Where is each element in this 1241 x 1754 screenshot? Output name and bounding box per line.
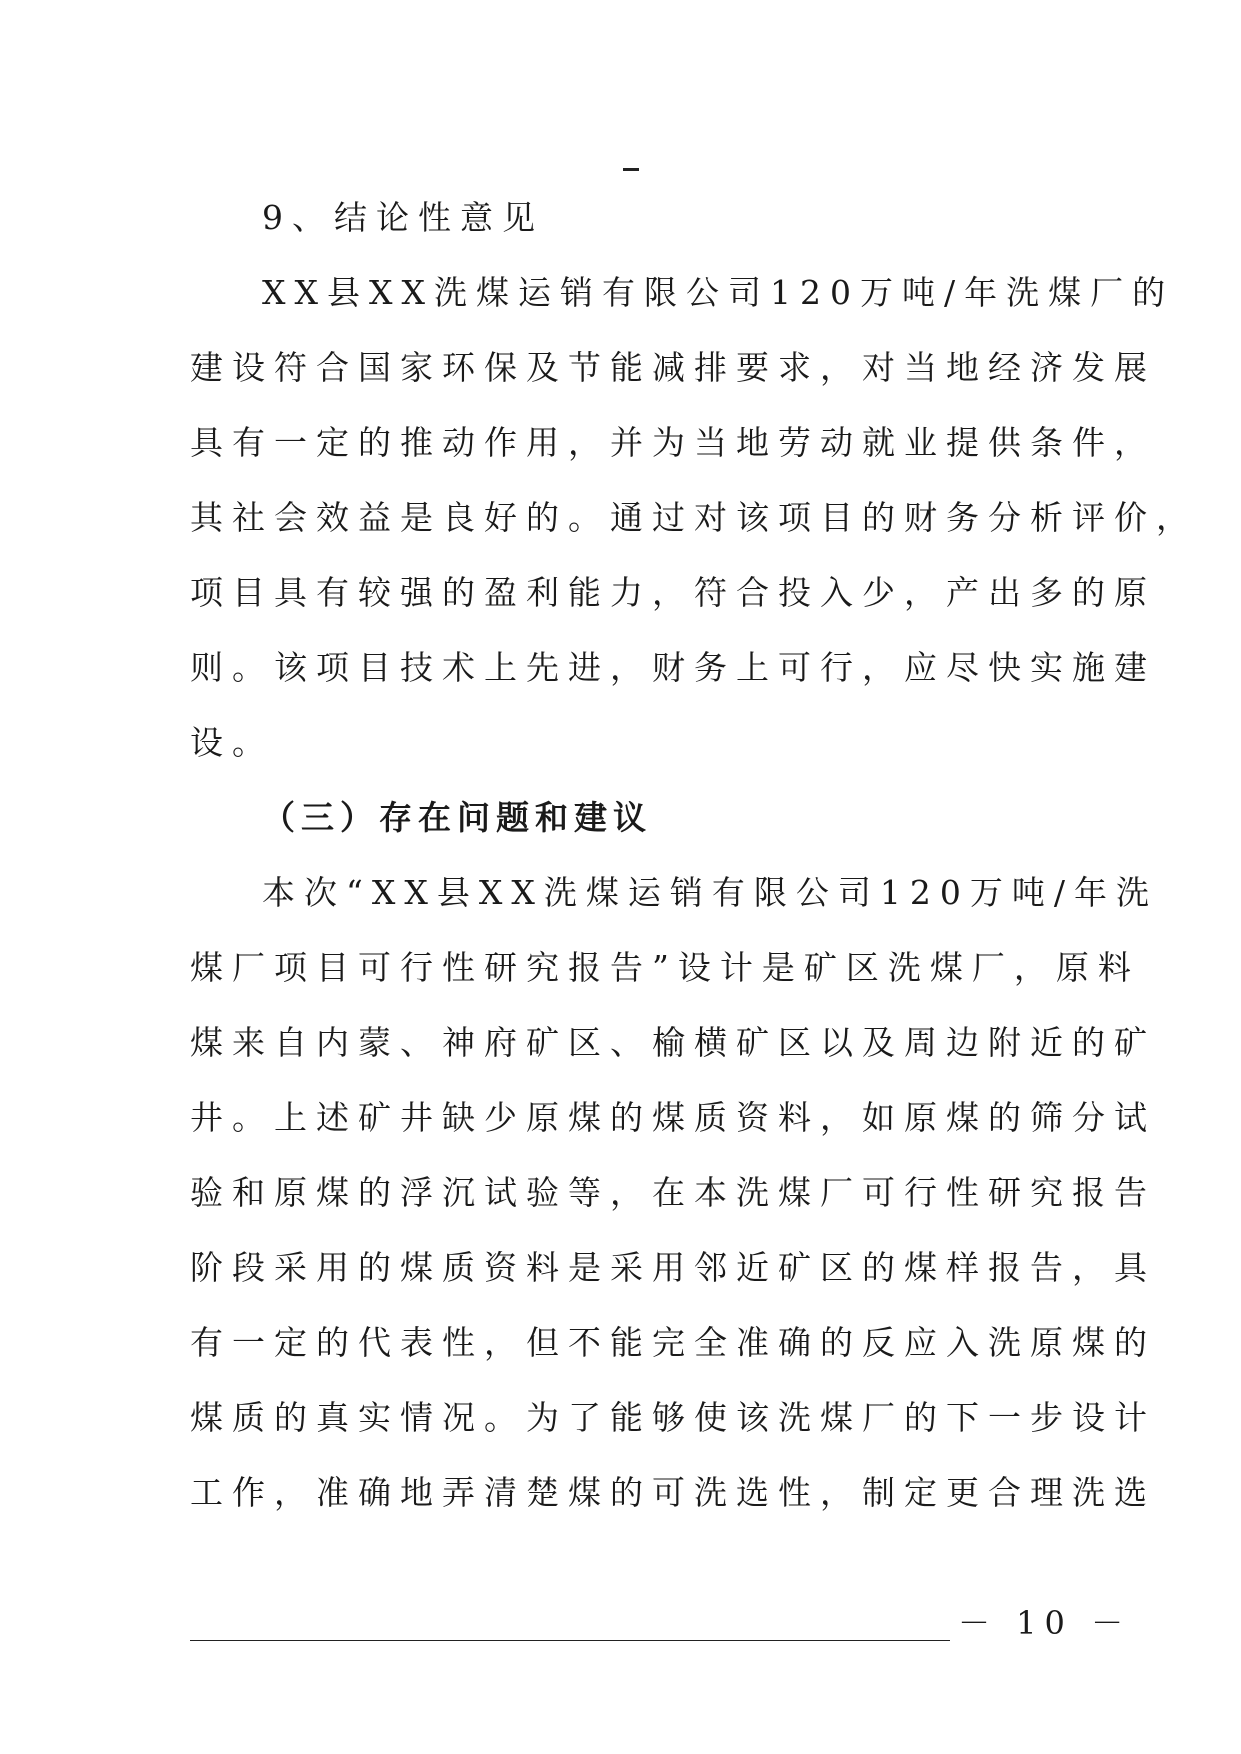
- paragraph-line: XX县XX洗煤运销有限公司120万吨/年洗煤厂的: [262, 273, 1175, 312]
- paragraph-line: 具有一定的推动作用，并为当地劳动就业提供条件，: [190, 423, 1156, 462]
- paragraph-line: 项目具有较强的盈利能力，符合投入少，产出多的原: [190, 573, 1156, 612]
- top-dash-mark: [623, 168, 639, 171]
- paragraph-line: 煤质的真实情况。为了能够使该洗煤厂的下一步设计: [190, 1398, 1156, 1437]
- paragraph-line: 工作，准确地弄清楚煤的可洗选性，制定更合理洗选: [190, 1473, 1156, 1512]
- paragraph-line: 井。上述矿井缺少原煤的煤质资料，如原煤的筛分试: [190, 1098, 1156, 1137]
- paragraph-line: 则。该项目技术上先进，财务上可行，应尽快实施建: [190, 648, 1156, 687]
- main-text-block: [190, 180, 1198, 1530]
- paragraph-line: 煤厂项目可行性研究报告”设计是矿区洗煤厂，原料: [190, 948, 1140, 987]
- paragraph-line: 建设符合国家环保及节能减排要求，对当地经济发展: [190, 348, 1156, 387]
- page-number: － 10 －: [958, 1604, 1132, 1642]
- paragraph-line: 设。: [190, 723, 274, 762]
- section-3-heading: （三）存在问题和建议: [262, 798, 652, 837]
- paragraph-line: 阶段采用的煤质资料是采用邻近矿区的煤样报告，具: [190, 1248, 1156, 1287]
- paragraph-line: 验和原煤的浮沉试验等，在本洗煤厂可行性研究报告: [190, 1173, 1156, 1212]
- paragraph-line: 其社会效益是良好的。通过对该项目的财务分析评价，: [190, 498, 1198, 537]
- paragraph-line: 煤来自内蒙、神府矿区、榆横矿区以及周边附近的矿: [190, 1023, 1156, 1062]
- section-9-heading: 9、结论性意见: [262, 198, 544, 237]
- paragraph-line: 本次“XX县XX洗煤运销有限公司120万吨/年洗: [262, 873, 1158, 912]
- footer-rule: [190, 1640, 950, 1641]
- paragraph-line: 有一定的代表性，但不能完全准确的反应入洗原煤的: [190, 1323, 1156, 1362]
